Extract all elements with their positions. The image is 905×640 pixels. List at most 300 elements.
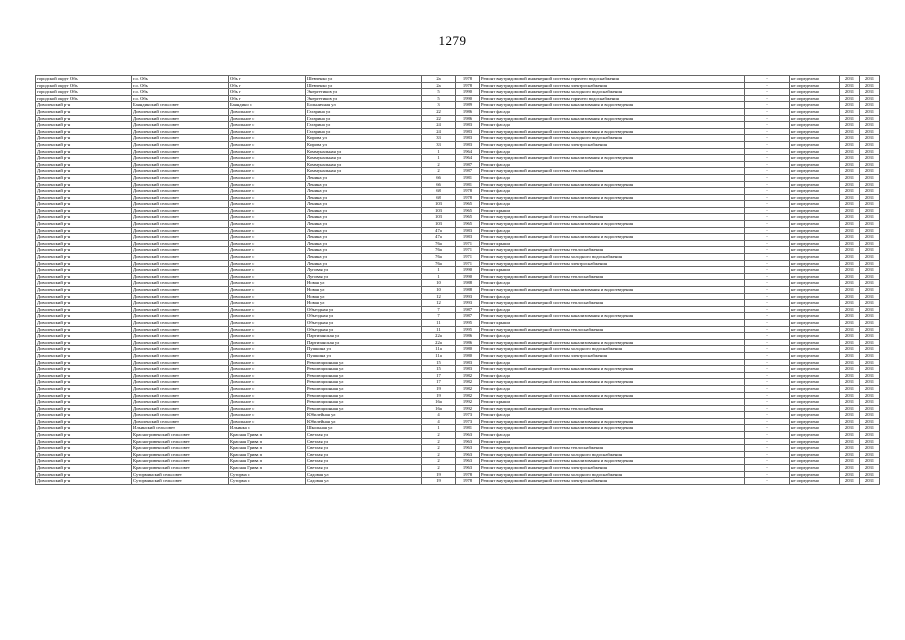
cell-street: Партизанская ул <box>306 339 422 346</box>
cell-cost-status: не определено <box>790 273 840 280</box>
cell-plan-year-start: 2031 <box>840 141 860 148</box>
cell-house-number: 76а <box>422 240 456 247</box>
cell-settlement: Ильинский сельсовет <box>132 425 229 432</box>
cell-year-built: 1995 <box>456 326 480 333</box>
cell-settlement: Доволенский сельсовет <box>132 221 229 228</box>
cell-plan-year-end: 2031 <box>860 188 880 195</box>
cell-locality: Довольное с <box>229 313 306 320</box>
page-number: 1279 <box>438 33 467 48</box>
cell-cost-status: не определено <box>790 478 840 485</box>
cell-work-type: Ремонт внутридомовой инженерной системы канализования и водоотведения <box>480 234 745 241</box>
cell-work-type: Ремонт внутридомовой инженерной системы электроснабжения <box>480 141 745 148</box>
cell-locality: Довольное с <box>229 227 306 234</box>
cell-house-number: 103 <box>422 201 456 208</box>
cell-cost-status: не определено <box>790 174 840 181</box>
table-row <box>36 201 880 208</box>
cell-blank-marker: - <box>745 333 790 340</box>
table-row <box>36 471 880 478</box>
cell-locality: Довольное с <box>229 168 306 175</box>
table-row <box>36 221 880 228</box>
table-row <box>36 346 880 353</box>
cell-plan-year-start: 2031 <box>840 319 860 326</box>
cell-year-built: 1965 <box>456 201 480 208</box>
cell-cost-status: не определено <box>790 425 840 432</box>
cell-street: Объездная ул <box>306 319 422 326</box>
cell-municipal-district: Доволенский р-н <box>36 458 132 465</box>
cell-cost-status: не определено <box>790 379 840 386</box>
cell-blank-marker: - <box>745 366 790 373</box>
cell-municipal-district: Доволенский р-н <box>36 115 132 122</box>
cell-blank-marker: - <box>745 240 790 247</box>
cell-settlement: Доволенский сельсовет <box>132 227 229 234</box>
cell-house-number: 103 <box>422 214 456 221</box>
cell-municipal-district: Доволенский р-н <box>36 280 132 287</box>
cell-cost-status: не определено <box>790 319 840 326</box>
cell-settlement: Баяндинский сельсовет <box>132 102 229 109</box>
cell-plan-year-start: 2031 <box>840 108 860 115</box>
table-row <box>36 293 880 300</box>
table-row <box>36 194 880 201</box>
cell-year-built: 1980 <box>456 346 480 353</box>
cell-house-number: 103 <box>422 207 456 214</box>
cell-year-built: 1982 <box>456 379 480 386</box>
cell-settlement: Красногривенский сельсовет <box>132 438 229 445</box>
cell-blank-marker: - <box>745 287 790 294</box>
cell-cost-status: не определено <box>790 194 840 201</box>
cell-year-built: 1964 <box>456 155 480 162</box>
cell-house-number: 7 <box>422 306 456 313</box>
cell-municipal-district: Доволенский р-н <box>36 399 132 406</box>
cell-blank-marker: - <box>745 392 790 399</box>
cell-cost-status: не определено <box>790 227 840 234</box>
cell-plan-year-start: 2031 <box>840 76 860 83</box>
cell-blank-marker: - <box>745 418 790 425</box>
cell-year-built: 1989 <box>456 102 480 109</box>
cell-house-number: 10 <box>422 280 456 287</box>
cell-plan-year-end: 2031 <box>860 181 880 188</box>
cell-house-number: 68 <box>422 188 456 195</box>
cell-plan-year-start: 2031 <box>840 478 860 485</box>
cell-cost-status: не определено <box>790 76 840 83</box>
cell-house-number: 22а <box>422 333 456 340</box>
cell-house-number: 15 <box>422 359 456 366</box>
cell-plan-year-start: 2031 <box>840 392 860 399</box>
cell-blank-marker: - <box>745 399 790 406</box>
cell-locality: Довольное с <box>229 326 306 333</box>
cell-year-built: 1981 <box>456 425 480 432</box>
cell-work-type: Ремонт фасада <box>480 359 745 366</box>
cell-locality: Довольное с <box>229 300 306 307</box>
cell-locality: Довольное с <box>229 214 306 221</box>
table-row <box>36 102 880 109</box>
cell-street: Революционная ул <box>306 379 422 386</box>
cell-locality: Довольное с <box>229 155 306 162</box>
table-row <box>36 287 880 294</box>
cell-plan-year-start: 2031 <box>840 161 860 168</box>
cell-year-built: 1983 <box>456 135 480 142</box>
cell-plan-year-end: 2031 <box>860 76 880 83</box>
cell-plan-year-start: 2031 <box>840 359 860 366</box>
cell-year-built: 1963 <box>456 458 480 465</box>
cell-blank-marker: - <box>745 313 790 320</box>
cell-blank-marker: - <box>745 95 790 102</box>
table-row <box>36 319 880 326</box>
cell-year-built: 1978 <box>456 194 480 201</box>
cell-year-built: 1971 <box>456 254 480 261</box>
cell-municipal-district: Доволенский р-н <box>36 405 132 412</box>
cell-settlement: Доволенский сельсовет <box>132 412 229 419</box>
cell-year-built: 1992 <box>456 399 480 406</box>
cell-plan-year-start: 2031 <box>840 89 860 96</box>
cell-municipal-district: Доволенский р-н <box>36 326 132 333</box>
cell-locality: Довольное с <box>229 346 306 353</box>
cell-work-type: Ремонт внутридомовой инженерной системы холодного водоснабжения <box>480 254 745 261</box>
cell-plan-year-start: 2031 <box>840 379 860 386</box>
table-row <box>36 207 880 214</box>
cell-year-built: 1978 <box>456 82 480 89</box>
cell-work-type: Ремонт внутридомовой инженерной системы холодного водоснабжения <box>480 89 745 96</box>
table-row <box>36 280 880 287</box>
cell-work-type: Ремонт внутридомовой инженерной системы электроснабжения <box>480 465 745 472</box>
cell-settlement: Доволенский сельсовет <box>132 148 229 155</box>
cell-plan-year-start: 2031 <box>840 214 860 221</box>
table-row <box>36 339 880 346</box>
cell-cost-status: не определено <box>790 161 840 168</box>
table-row <box>36 227 880 234</box>
cell-locality: Довольное с <box>229 372 306 379</box>
cell-year-built: 1986 <box>456 339 480 346</box>
cell-work-type: Ремонт внутридомовой инженерной системы холодного водоснабжения <box>480 471 745 478</box>
cell-work-type: Ремонт внутридомовой инженерной системы горячего водоснабжения <box>480 76 745 83</box>
cell-house-number: 2 <box>422 451 456 458</box>
table-row <box>36 188 880 195</box>
cell-year-built: 1983 <box>456 359 480 366</box>
cell-plan-year-start: 2031 <box>840 352 860 359</box>
table-row <box>36 399 880 406</box>
cell-plan-year-start: 2031 <box>840 287 860 294</box>
cell-plan-year-end: 2031 <box>860 418 880 425</box>
cell-street: Новая ул <box>306 293 422 300</box>
cell-house-number: 11 <box>422 326 456 333</box>
cell-plan-year-end: 2031 <box>860 458 880 465</box>
cell-work-type: Ремонт внутридомовой инженерной системы канализования и водоотведения <box>480 194 745 201</box>
cell-plan-year-end: 2031 <box>860 194 880 201</box>
table-row <box>36 155 880 162</box>
cell-municipal-district: Доволенский р-н <box>36 465 132 472</box>
cell-municipal-district: Доволенский р-н <box>36 128 132 135</box>
cell-locality: Довольное с <box>229 359 306 366</box>
table-row <box>36 148 880 155</box>
cell-cost-status: не определено <box>790 346 840 353</box>
cell-plan-year-end: 2031 <box>860 280 880 287</box>
cell-municipal-district: Доволенский р-н <box>36 155 132 162</box>
cell-blank-marker: - <box>745 214 790 221</box>
cell-blank-marker: - <box>745 425 790 432</box>
cell-work-type: Ремонт фасада <box>480 201 745 208</box>
cell-street: Гагарина ул <box>306 128 422 135</box>
cell-house-number: 2 <box>422 465 456 472</box>
cell-year-built: 1964 <box>456 148 480 155</box>
cell-plan-year-end: 2031 <box>860 95 880 102</box>
cell-locality: Довольное с <box>229 247 306 254</box>
cell-house-number: 10 <box>422 287 456 294</box>
cell-municipal-district: Доволенский р-н <box>36 425 132 432</box>
cell-settlement: Доволенский сельсовет <box>132 214 229 221</box>
table-row <box>36 425 880 432</box>
cell-locality: Довольное с <box>229 267 306 274</box>
cell-plan-year-end: 2031 <box>860 346 880 353</box>
cell-year-built: 1965 <box>456 221 480 228</box>
cell-plan-year-end: 2031 <box>860 379 880 386</box>
cell-work-type: Ремонт фасада <box>480 122 745 129</box>
cell-plan-year-start: 2031 <box>840 207 860 214</box>
cell-street: Светлая ул <box>306 445 422 452</box>
cell-cost-status: не определено <box>790 306 840 313</box>
cell-cost-status: не определено <box>790 168 840 175</box>
cell-plan-year-end: 2031 <box>860 313 880 320</box>
cell-settlement: Доволенский сельсовет <box>132 161 229 168</box>
cell-cost-status: не определено <box>790 115 840 122</box>
cell-settlement: Красногривенский сельсовет <box>132 451 229 458</box>
table-row <box>36 128 880 135</box>
cell-blank-marker: - <box>745 412 790 419</box>
cell-locality: Довольное с <box>229 234 306 241</box>
cell-plan-year-start: 2031 <box>840 412 860 419</box>
cell-year-built: 1965 <box>456 214 480 221</box>
cell-year-built: 1987 <box>456 306 480 313</box>
cell-plan-year-start: 2031 <box>840 102 860 109</box>
cell-plan-year-end: 2031 <box>860 201 880 208</box>
cell-settlement: Красногривенский сельсовет <box>132 458 229 465</box>
cell-blank-marker: - <box>745 254 790 261</box>
cell-work-type: Ремонт фасада <box>480 188 745 195</box>
cell-year-built: 1988 <box>456 280 480 287</box>
cell-street: Революционная ул <box>306 385 422 392</box>
cell-house-number: 22 <box>422 115 456 122</box>
table-row <box>36 273 880 280</box>
cell-plan-year-start: 2031 <box>840 188 860 195</box>
cell-plan-year-end: 2031 <box>860 339 880 346</box>
cell-blank-marker: - <box>745 260 790 267</box>
cell-house-number: 2 <box>422 168 456 175</box>
cell-settlement: Доволенский сельсовет <box>132 128 229 135</box>
cell-plan-year-start: 2031 <box>840 128 860 135</box>
cell-year-built: 1978 <box>456 188 480 195</box>
cell-settlement: Доволенский сельсовет <box>132 273 229 280</box>
cell-street: Ленина ул <box>306 254 422 261</box>
cell-street: Ленина ул <box>306 214 422 221</box>
cell-plan-year-start: 2031 <box>840 135 860 142</box>
cell-cost-status: не определено <box>790 359 840 366</box>
cell-year-built: 1986 <box>456 108 480 115</box>
cell-municipal-district: Доволенский р-н <box>36 240 132 247</box>
cell-municipal-district: Доволенский р-н <box>36 135 132 142</box>
cell-locality: Ильинка с <box>229 425 306 432</box>
cell-settlement: Доволенский сельсовет <box>132 366 229 373</box>
cell-settlement: Доволенский сельсовет <box>132 280 229 287</box>
cell-year-built: 1983 <box>456 366 480 373</box>
cell-house-number: 19 <box>422 478 456 485</box>
cell-blank-marker: - <box>745 379 790 386</box>
cell-cost-status: не определено <box>790 445 840 452</box>
cell-locality: Довольное с <box>229 339 306 346</box>
cell-work-type: Ремонт внутридомовой инженерной системы канализования и водоотведения <box>480 115 745 122</box>
cell-settlement: г.о. Обь <box>132 82 229 89</box>
cell-plan-year-end: 2031 <box>860 372 880 379</box>
cell-cost-status: не определено <box>790 234 840 241</box>
cell-plan-year-start: 2031 <box>840 174 860 181</box>
cell-street: Ленина ул <box>306 247 422 254</box>
cell-municipal-district: Доволенский р-н <box>36 366 132 373</box>
cell-settlement: Доволенский сельсовет <box>132 135 229 142</box>
cell-work-type: Ремонт внутридомовой инженерной системы канализования и водоотведения <box>480 379 745 386</box>
cell-street: Революционная ул <box>306 372 422 379</box>
cell-municipal-district: Доволенский р-н <box>36 188 132 195</box>
cell-locality: Довольное с <box>229 181 306 188</box>
cell-plan-year-start: 2031 <box>840 227 860 234</box>
cell-street: Революционная ул <box>306 392 422 399</box>
cell-municipal-district: Доволенский р-н <box>36 247 132 254</box>
cell-plan-year-end: 2031 <box>860 122 880 129</box>
cell-municipal-district: Доволенский р-н <box>36 372 132 379</box>
cell-cost-status: не определено <box>790 267 840 274</box>
cell-municipal-district: Доволенский р-н <box>36 418 132 425</box>
cell-cost-status: не определено <box>790 366 840 373</box>
cell-settlement: Доволенский сельсовет <box>132 155 229 162</box>
cell-work-type: Ремонт внутридомовой инженерной системы теплоснабжения <box>480 168 745 175</box>
cell-municipal-district: Доволенский р-н <box>36 412 132 419</box>
cell-municipal-district: Доволенский р-н <box>36 254 132 261</box>
cell-municipal-district: Доволенский р-н <box>36 234 132 241</box>
cell-blank-marker: - <box>745 102 790 109</box>
cell-house-number: 1 <box>422 155 456 162</box>
cell-plan-year-start: 2031 <box>840 432 860 439</box>
cell-year-built: 1978 <box>456 478 480 485</box>
cell-plan-year-start: 2031 <box>840 300 860 307</box>
cell-year-built: 1973 <box>456 412 480 419</box>
cell-plan-year-start: 2031 <box>840 346 860 353</box>
cell-year-built: 1980 <box>456 352 480 359</box>
cell-plan-year-start: 2031 <box>840 115 860 122</box>
table-row <box>36 418 880 425</box>
cell-house-number: 22 <box>422 108 456 115</box>
cell-work-type: Ремонт фасада <box>480 174 745 181</box>
cell-settlement: Доволенский сельсовет <box>132 254 229 261</box>
cell-street: Садовая ул <box>306 478 422 485</box>
cell-locality: Довольное с <box>229 161 306 168</box>
cell-street: Ленина ул <box>306 174 422 181</box>
cell-plan-year-end: 2031 <box>860 287 880 294</box>
cell-street: Ленина ул <box>306 227 422 234</box>
cell-plan-year-start: 2031 <box>840 95 860 102</box>
cell-house-number: 76а <box>422 247 456 254</box>
cell-settlement: Доволенский сельсовет <box>132 174 229 181</box>
cell-house-number: 4 <box>422 412 456 419</box>
cell-cost-status: не определено <box>790 102 840 109</box>
cell-year-built: 1963 <box>456 465 480 472</box>
cell-locality: Довольное с <box>229 405 306 412</box>
cell-municipal-district: Доволенский р-н <box>36 333 132 340</box>
cell-house-number: 66 <box>422 174 456 181</box>
cell-locality: Баяндино с <box>229 102 306 109</box>
cell-locality: Довольное с <box>229 260 306 267</box>
cell-plan-year-end: 2031 <box>860 155 880 162</box>
cell-street: Революционная ул <box>306 359 422 366</box>
cell-locality: Красная Грива п <box>229 432 306 439</box>
cell-work-type: Ремонт внутридомовой инженерной системы канализования и водоотведения <box>480 418 745 425</box>
cell-year-built: 1981 <box>456 181 480 188</box>
cell-municipal-district: Доволенский р-н <box>36 214 132 221</box>
cell-settlement: Доволенский сельсовет <box>132 207 229 214</box>
cell-house-number: 11а <box>422 352 456 359</box>
cell-settlement: Доволенский сельсовет <box>132 115 229 122</box>
cell-plan-year-start: 2031 <box>840 168 860 175</box>
cell-blank-marker: - <box>745 194 790 201</box>
cell-work-type: Ремонт фасада <box>480 227 745 234</box>
cell-locality: Довольное с <box>229 128 306 135</box>
cell-locality: Довольное с <box>229 306 306 313</box>
cell-plan-year-end: 2031 <box>860 412 880 419</box>
cell-work-type: Ремонт крыши <box>480 319 745 326</box>
cell-settlement: Доволенский сельсовет <box>132 194 229 201</box>
cell-plan-year-start: 2031 <box>840 418 860 425</box>
cell-cost-status: не определено <box>790 333 840 340</box>
cell-cost-status: не определено <box>790 471 840 478</box>
cell-house-number: 2 <box>422 445 456 452</box>
cell-house-number: 5 <box>422 95 456 102</box>
cell-municipal-district: Доволенский р-н <box>36 267 132 274</box>
cell-year-built: 1983 <box>456 141 480 148</box>
cell-municipal-district: Доволенский р-н <box>36 207 132 214</box>
cell-municipal-district: Доволенский р-н <box>36 385 132 392</box>
cell-municipal-district: Доволенский р-н <box>36 438 132 445</box>
cell-plan-year-end: 2031 <box>860 478 880 485</box>
cell-work-type: Ремонт фасада <box>480 306 745 313</box>
cell-blank-marker: - <box>745 207 790 214</box>
cell-year-built: 1986 <box>456 333 480 340</box>
cell-blank-marker: - <box>745 221 790 228</box>
cell-cost-status: не определено <box>790 89 840 96</box>
cell-blank-marker: - <box>745 326 790 333</box>
cell-blank-marker: - <box>745 385 790 392</box>
cell-plan-year-end: 2031 <box>860 366 880 373</box>
table-row <box>36 352 880 359</box>
cell-work-type: Ремонт внутридомовой инженерной системы канализования и водоотведения <box>480 181 745 188</box>
cell-locality: Довольное с <box>229 188 306 195</box>
cell-street: Революционная ул <box>306 366 422 373</box>
cell-work-type: Ремонт крыши <box>480 240 745 247</box>
cell-settlement: г.о. Обь <box>132 95 229 102</box>
cell-settlement: Доволенский сельсовет <box>132 108 229 115</box>
cell-work-type: Ремонт внутридомовой инженерной системы канализования и водоотведения <box>480 458 745 465</box>
cell-locality: Обь г <box>229 89 306 96</box>
cell-settlement: Доволенский сельсовет <box>132 352 229 359</box>
cell-work-type: Ремонт внутридомовой инженерной системы канализования и водоотведения <box>480 221 745 228</box>
cell-work-type: Ремонт крыши <box>480 438 745 445</box>
cell-locality: Довольное с <box>229 141 306 148</box>
cell-year-built: 1963 <box>456 432 480 439</box>
cell-blank-marker: - <box>745 267 790 274</box>
cell-municipal-district: Доволенский р-н <box>36 432 132 439</box>
cell-year-built: 1982 <box>456 385 480 392</box>
cell-municipal-district: Доволенский р-н <box>36 445 132 452</box>
cell-locality: Довольное с <box>229 385 306 392</box>
cell-municipal-district: городской округ Обь <box>36 76 132 83</box>
cell-settlement: Доволенский сельсовет <box>132 306 229 313</box>
cell-settlement: Доволенский сельсовет <box>132 339 229 346</box>
cell-municipal-district: Доволенский р-н <box>36 194 132 201</box>
cell-municipal-district: Доволенский р-н <box>36 221 132 228</box>
